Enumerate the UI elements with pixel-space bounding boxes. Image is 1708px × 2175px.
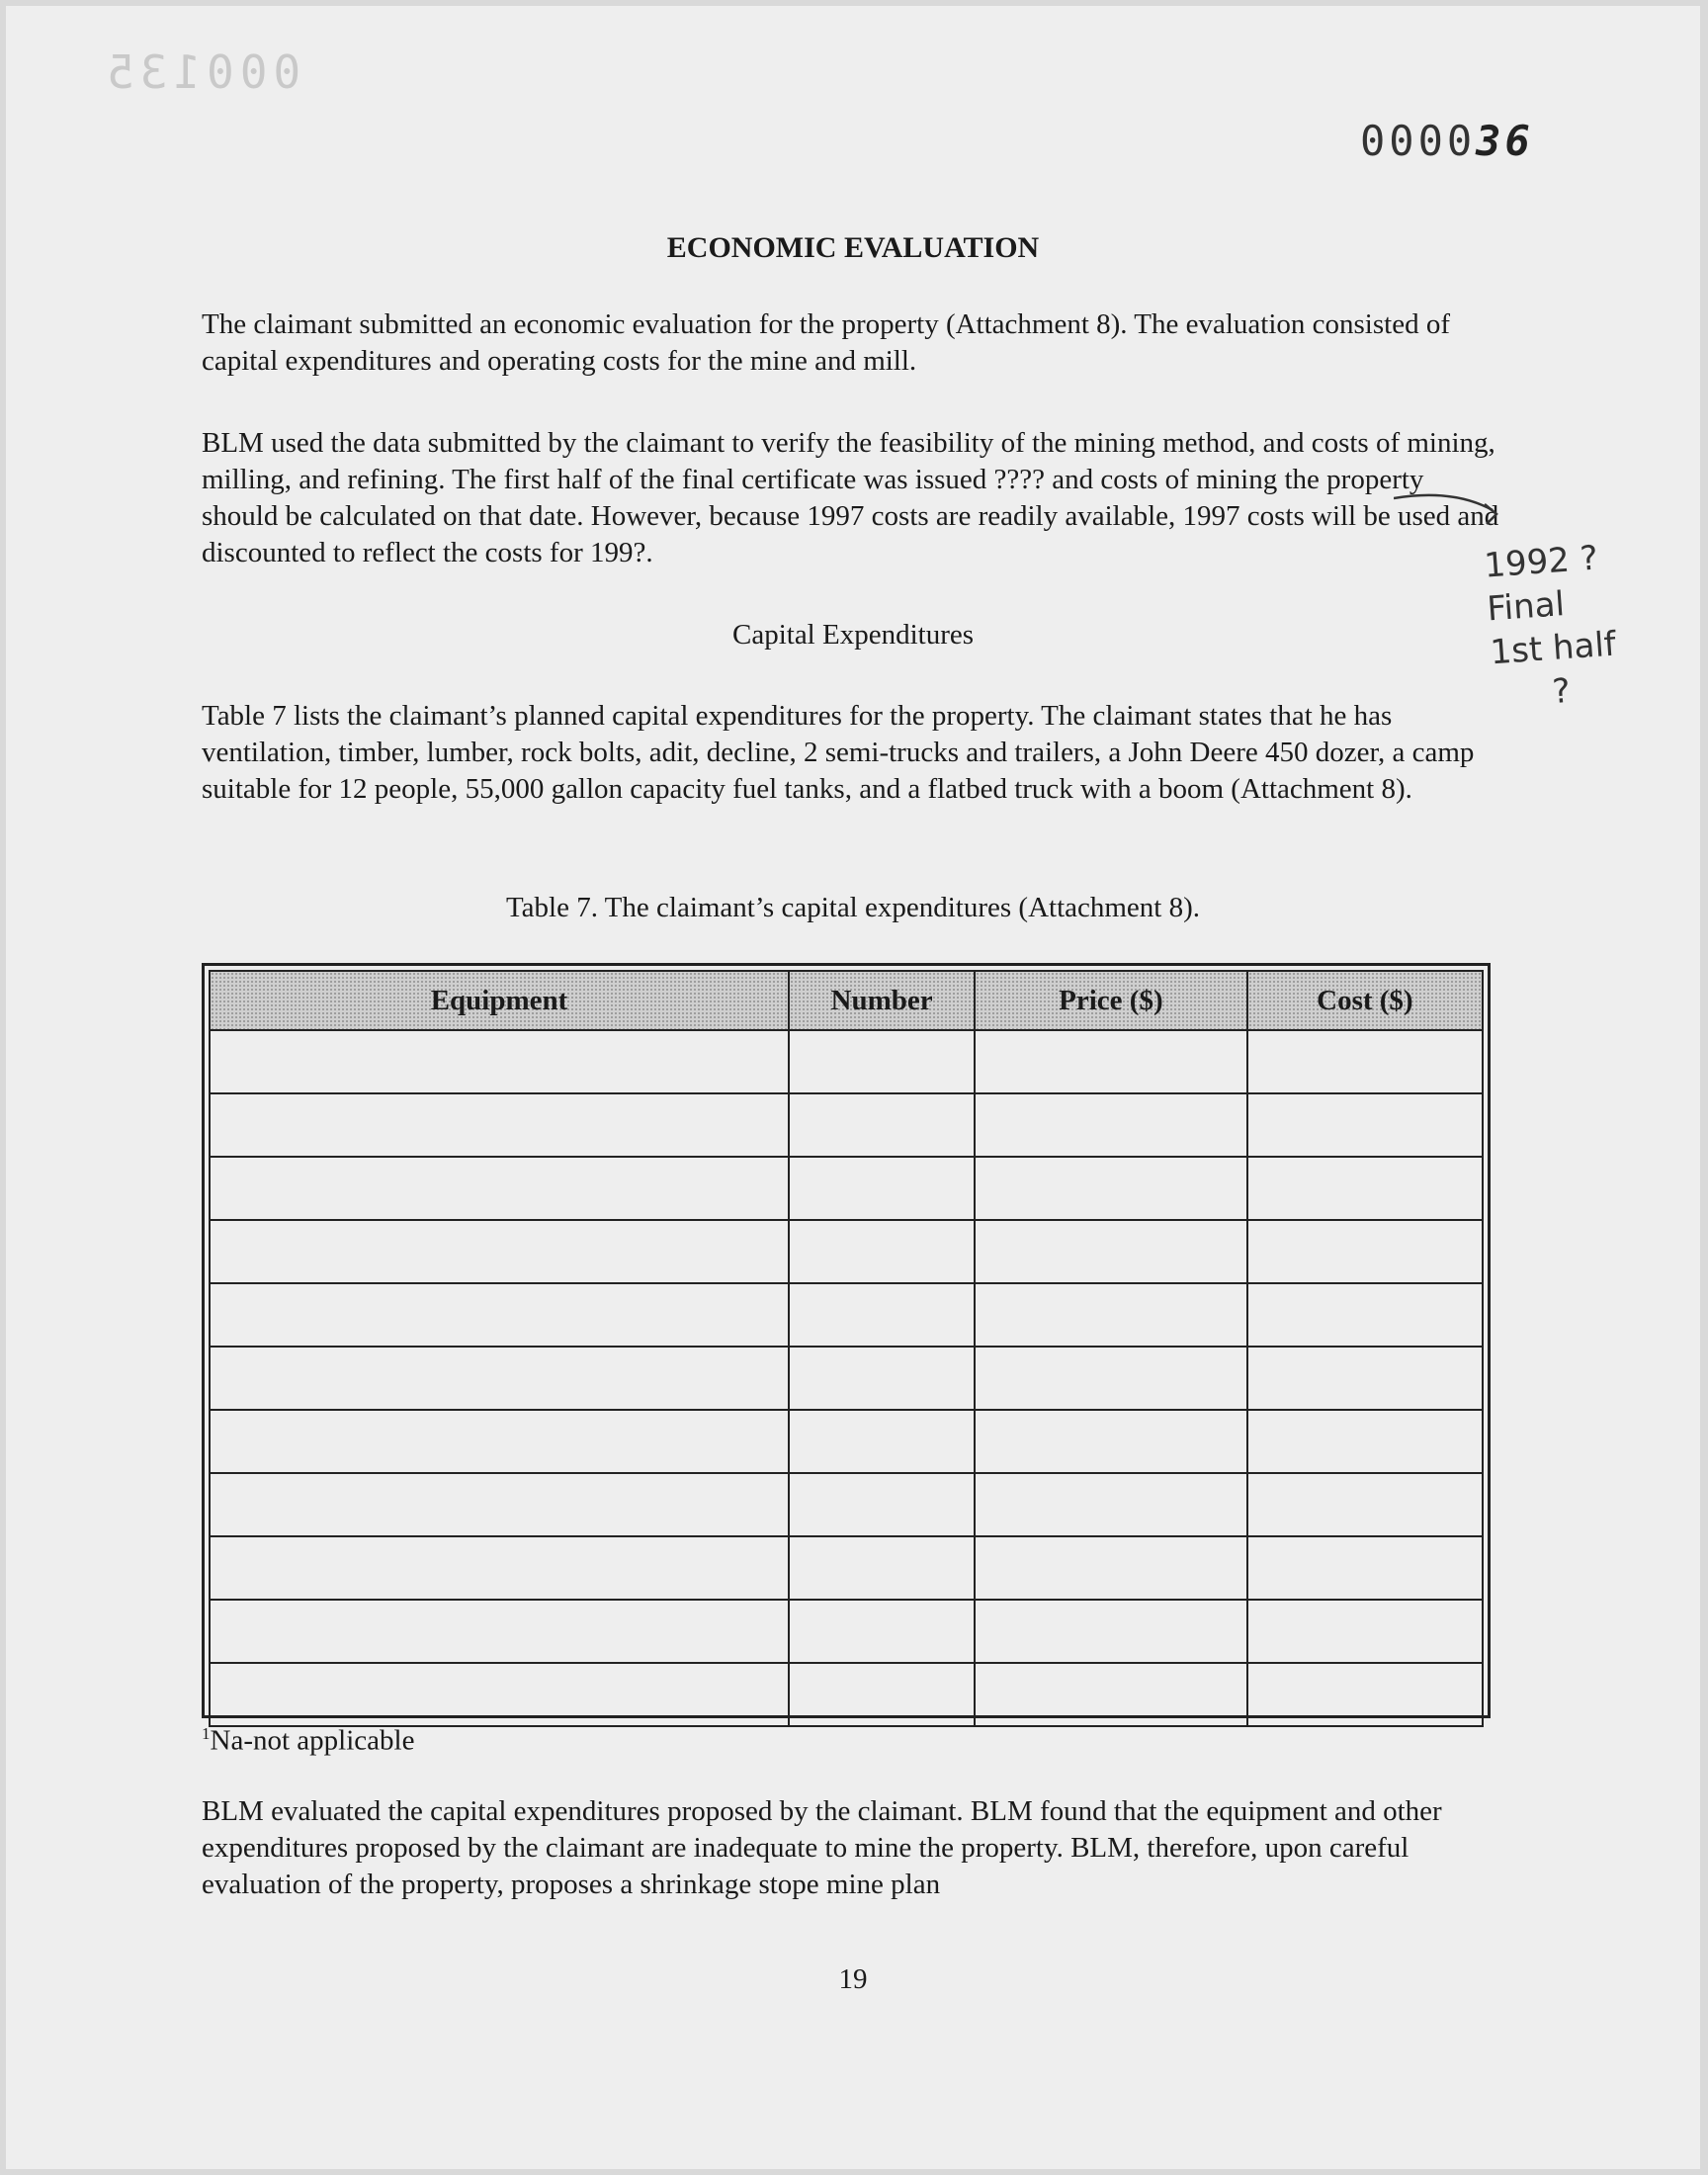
table-cell: [789, 1536, 975, 1600]
section-heading: ECONOMIC EVALUATION: [666, 231, 1040, 264]
table-cell: [210, 1283, 789, 1347]
table-cell: [1247, 1410, 1483, 1473]
table-row: [210, 1283, 1483, 1347]
table-cell: [1247, 1536, 1483, 1600]
table-row: [210, 1410, 1483, 1473]
table-cell: [975, 1283, 1247, 1347]
table-row: [210, 1536, 1483, 1600]
table-row: [210, 1663, 1483, 1726]
table-cell: [1247, 1093, 1483, 1157]
table-cell: [1247, 1473, 1483, 1536]
column-header-price: Price ($): [975, 971, 1247, 1030]
table-cell: [975, 1410, 1247, 1473]
handwritten-note-line-1: 1992 ?: [1483, 538, 1600, 586]
subsection-heading: Capital Expenditures: [731, 619, 975, 651]
table-cell: [1247, 1220, 1483, 1283]
table-row: [210, 1030, 1483, 1093]
handwritten-note-line-2: Final: [1486, 584, 1567, 630]
table-cell: [975, 1536, 1247, 1600]
table-cell: [975, 1473, 1247, 1536]
table-cell: [975, 1030, 1247, 1093]
stamp-handwritten-suffix: 36: [1476, 117, 1534, 165]
table-cell: [210, 1093, 789, 1157]
table-row: [210, 1473, 1483, 1536]
table-cell: [975, 1093, 1247, 1157]
handwritten-margin-note: [1483, 536, 1620, 718]
document-number-stamp: [1360, 117, 1534, 165]
table-cell: [1247, 1157, 1483, 1220]
handwritten-note-line-4: ?: [1551, 670, 1573, 713]
table-body: [210, 1030, 1483, 1726]
table-cell: [789, 1410, 975, 1473]
table-cell: [210, 1220, 789, 1283]
bleed-through-stamp: 000135: [101, 45, 301, 99]
footnote-mark: 1: [202, 1724, 211, 1743]
table-header-row: [210, 971, 1483, 1030]
table-cell: [1247, 1030, 1483, 1093]
table-cell: [975, 1157, 1247, 1220]
paragraph-blm-verification: BLM used the data submitted by the claimant to verify the feasibility of the mining method, and costs of mining, milling, and refining. The first half of the final certificate was issued ???? and costs of mining the property should be calculated on that date. However, because 1997 costs are readily available, 1997 costs will be used and discounted to reflect the costs for 199?.: [202, 427, 1499, 568]
table-row: [210, 1600, 1483, 1663]
table-cell: [1247, 1663, 1483, 1726]
table-cell: [789, 1347, 975, 1410]
table-cell: [789, 1663, 975, 1726]
table-cell: [975, 1600, 1247, 1663]
page-number: 19: [838, 1963, 868, 1995]
table-cell: [210, 1663, 789, 1726]
table-row: [210, 1347, 1483, 1410]
table-cell: [789, 1220, 975, 1283]
capital-expenditures-table: [209, 970, 1484, 1727]
table-cell: [210, 1473, 789, 1536]
column-header-cost: Cost ($): [1247, 971, 1483, 1030]
table-row: [210, 1220, 1483, 1283]
paragraph-table-description: Table 7 lists the claimant’s planned capital expenditures for the property. The claimant states that he has ventilation, timber, lumber, rock bolts, adit, decline, 2 semi-trucks and trailers, a John Deere 450 dozer, a camp suitable for 12 people, 55,000 gallon capacity fuel tanks, and a flatbed truck with a boom (Attachment 8).: [202, 700, 1475, 805]
table-cell: [975, 1663, 1247, 1726]
table-row: [210, 1157, 1483, 1220]
table-cell: [210, 1600, 789, 1663]
table-cell: [210, 1410, 789, 1473]
table-caption: Table 7. The claimant’s capital expenditures (Attachment 8).: [505, 892, 1201, 923]
table-cell: [789, 1473, 975, 1536]
table-cell: [210, 1536, 789, 1600]
table-cell: [210, 1030, 789, 1093]
table-cell: [975, 1220, 1247, 1283]
paragraph-evaluation-intro: The claimant submitted an economic evaluation for the property (Attachment 8). The evaluation consisted of capital expenditures and operating costs for the mine and mill.: [202, 308, 1450, 377]
column-header-number: Number: [789, 971, 975, 1030]
table-cell: [789, 1030, 975, 1093]
table-cell: [975, 1347, 1247, 1410]
table-cell: [789, 1283, 975, 1347]
table-row: [210, 1093, 1483, 1157]
table-cell: [1247, 1347, 1483, 1410]
table-cell: [789, 1600, 975, 1663]
stamp-prefix: 0000: [1360, 117, 1477, 165]
table-cell: [789, 1093, 975, 1157]
capital-expenditures-table-frame: [202, 963, 1491, 1718]
table-cell: [210, 1347, 789, 1410]
handwritten-note-line-3: 1st half: [1489, 624, 1618, 673]
table-cell: [1247, 1283, 1483, 1347]
column-header-equipment: Equipment: [210, 971, 789, 1030]
table-cell: [789, 1157, 975, 1220]
table-cell: [210, 1157, 789, 1220]
footnote-text: Na-not applicable: [210, 1724, 415, 1757]
paragraph-blm-evaluation: BLM evaluated the capital expenditures proposed by the claimant. BLM found that the equipment and other expenditures proposed by the claimant are inadequate to mine the property. BLM, therefore, upon careful evaluation of the property, proposes a shrinkage stope mine plan: [202, 1795, 1442, 1900]
document-page: [6, 6, 1700, 2169]
table-footnote: [202, 1724, 414, 1758]
table-cell: [1247, 1600, 1483, 1663]
